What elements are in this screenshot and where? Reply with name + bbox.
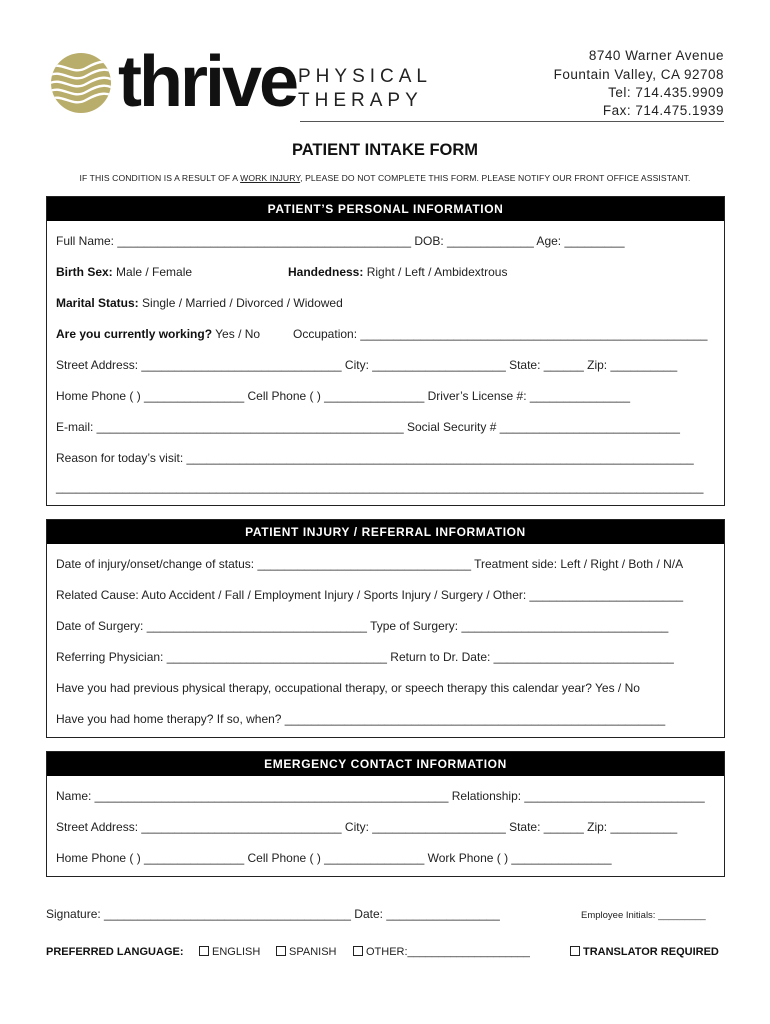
preferred-language-label: PREFERRED LANGUAGE: — [46, 946, 184, 958]
brand-wordmark: thrive — [118, 42, 297, 122]
home-therapy-field[interactable]: Have you had home therapy? If so, when? _________________________________________________________ — [56, 712, 666, 726]
injury-referral-section — [46, 519, 725, 738]
section-heading: PATIENT INJURY / REFERRAL INFORMATION — [47, 520, 724, 544]
marital-status-field[interactable]: Marital Status: Single / Married / Divorced / Widowed — [56, 296, 343, 310]
personal-info-section — [46, 196, 725, 506]
visit-reason-field[interactable]: Reason for today’s visit: ____________________________________________________________________________ — [56, 451, 694, 465]
related-cause-field[interactable]: Related Cause: Auto Accident / Fall / Employment Injury / Sports Injury / Surgery / Other: _______________________ — [56, 588, 684, 602]
birth-sex-field[interactable]: Birth Sex: Male / Female — [56, 265, 193, 279]
emergency-address-field[interactable]: Street Address: ______________________________ City: ____________________ State: ______ Zip: __________ — [56, 820, 678, 834]
address-city: Fountain Valley, CA 92708 — [553, 67, 724, 82]
visit-reason-line-2[interactable]: _________________________________________________________________________________________________ — [56, 480, 704, 494]
brand-subtitle-therapy: THERAPY — [298, 90, 423, 111]
thrive-logo-icon — [50, 52, 112, 114]
occupation-field[interactable]: Occupation: ____________________________________________________ — [293, 327, 708, 341]
section-heading: PATIENT’S PERSONAL INFORMATION — [47, 197, 724, 221]
emergency-name-relationship-field[interactable]: Name: _____________________________________________________ Relationship: ___________________________ — [56, 789, 705, 803]
handedness-field[interactable]: Handedness: Right / Left / Ambidextrous — [288, 265, 508, 279]
full-name-dob-age-field[interactable]: Full Name: ____________________________________________ DOB: _____________ Age: _________ — [56, 234, 625, 248]
checkbox-icon — [570, 946, 580, 956]
phone-license-field[interactable]: Home Phone ( ) _______________ Cell Phone ( ) _______________ Driver’s License #: _______________ — [56, 389, 630, 403]
english-checkbox[interactable]: ENGLISH — [199, 946, 260, 958]
fax-number: Fax: 714.475.1939 — [602, 103, 724, 118]
brand-subtitle-physical: PHYSICAL — [298, 66, 432, 87]
spanish-checkbox[interactable]: SPANISH — [276, 946, 336, 958]
other-language-checkbox[interactable]: OTHER:____________________ — [353, 946, 530, 958]
header-divider — [300, 121, 724, 122]
form-title: PATIENT INTAKE FORM — [291, 141, 479, 159]
phone-number: Tel: 714.435.9909 — [608, 85, 724, 100]
street-address-field[interactable]: Street Address: ______________________________ City: ____________________ State: ______ Zip: __________ — [56, 358, 678, 372]
checkbox-icon — [276, 946, 286, 956]
previous-therapy-field[interactable]: Have you had previous physical therapy, occupational therapy, or speech therapy this calendar year? Yes / No — [56, 681, 640, 695]
referring-physician-field[interactable]: Referring Physician: _________________________________ Return to Dr. Date: ___________________________ — [56, 650, 674, 664]
translator-required-checkbox[interactable]: TRANSLATOR REQUIRED — [570, 946, 719, 958]
injury-date-treatment-side-field[interactable]: Date of injury/onset/change of status: ________________________________ Treatment side: Left / Right / Both / N/A — [56, 557, 684, 571]
email-ssn-field[interactable]: E-mail: ______________________________________________ Social Security # ___________________________ — [56, 420, 680, 434]
signature-date-field[interactable]: Signature: _____________________________________ Date: _________________ — [46, 907, 500, 921]
emergency-phones-field[interactable]: Home Phone ( ) _______________ Cell Phone ( ) _______________ Work Phone ( ) _______________ — [56, 851, 612, 865]
checkbox-icon — [199, 946, 209, 956]
address-street: 8740 Warner Avenue — [588, 48, 724, 63]
currently-working-field[interactable]: Are you currently working? Yes / No — [56, 327, 261, 341]
surgery-field[interactable]: Date of Surgery: _________________________________ Type of Surgery: _______________________________ — [56, 619, 669, 633]
work-injury-notice: IF THIS CONDITION IS A RESULT OF A WORK INJURY, PLEASE DO NOT COMPLETE THIS FORM. PLEASE NOTIFY OUR FRONT OFFICE ASSISTANT. — [79, 173, 691, 183]
employee-initials-field[interactable]: Employee Initials: _________ — [581, 910, 706, 921]
section-heading: EMERGENCY CONTACT INFORMATION — [47, 752, 724, 776]
emergency-contact-section — [46, 751, 725, 877]
checkbox-icon — [353, 946, 363, 956]
